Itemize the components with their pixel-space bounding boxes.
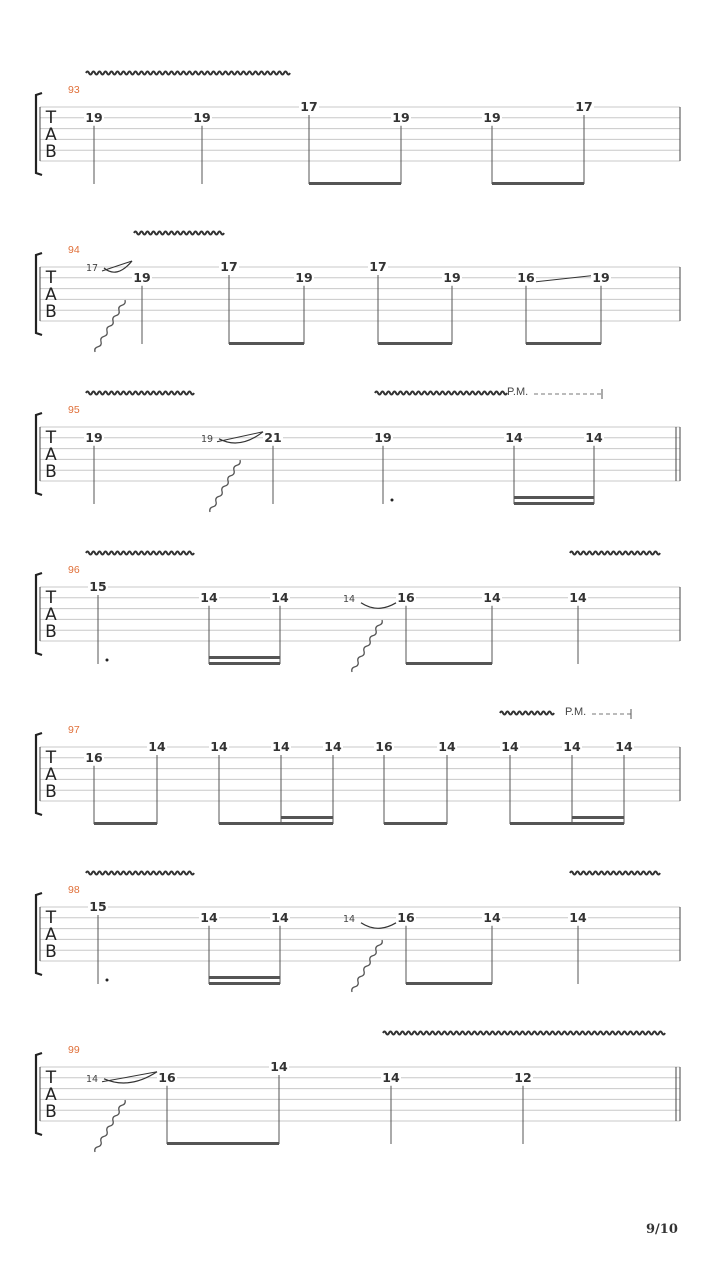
arpeggio-stroke xyxy=(351,619,384,672)
beam xyxy=(384,822,447,825)
beam xyxy=(209,656,280,659)
fret-number: 19 xyxy=(295,269,313,285)
system-bracket xyxy=(36,1053,42,1135)
tab-clef-letter: B xyxy=(45,782,57,802)
vibrato-wavy-line xyxy=(500,712,554,715)
fret-number: 19 xyxy=(193,109,211,125)
fret-number: 21 xyxy=(264,429,282,445)
beam xyxy=(229,342,304,345)
fret-number: 14 xyxy=(483,589,501,605)
fret-number: 14 xyxy=(438,739,456,754)
tab-clef-letter: A xyxy=(45,1085,57,1105)
grace-fret-number: 14 xyxy=(85,1073,99,1085)
palm-mute-label: P.M. xyxy=(507,386,529,398)
fret-number: 19 xyxy=(483,109,501,125)
tab-clef-letter: B xyxy=(45,462,57,482)
fret-number: 14 xyxy=(200,589,218,605)
fret-number: 14 xyxy=(615,739,633,754)
tab-clef-letter: T xyxy=(45,748,57,768)
tab-clef-letter: B xyxy=(45,1102,57,1122)
beam xyxy=(406,662,492,665)
beam xyxy=(209,976,280,979)
fret-number: 16 xyxy=(158,1069,176,1085)
tab-clef-letter: T xyxy=(45,108,57,128)
fret-number: 14 xyxy=(271,589,289,605)
beam xyxy=(514,502,594,505)
fret-number: 14 xyxy=(148,739,166,754)
vibrato-wavy-line xyxy=(86,552,194,555)
tab-clef-letter: A xyxy=(45,765,57,785)
measure-number: 94 xyxy=(68,244,80,256)
tab-clef-letter: A xyxy=(45,925,57,945)
fret-number: 16 xyxy=(397,589,415,605)
vibrato-wavy-line xyxy=(86,392,194,395)
vibrato-wavy-line xyxy=(86,872,194,875)
system-bracket xyxy=(36,413,42,495)
fret-number: 19 xyxy=(374,429,392,445)
vibrato-wavy-line xyxy=(570,552,660,555)
fret-number: 16 xyxy=(85,749,103,765)
beam xyxy=(209,662,280,665)
staccato-dot xyxy=(391,499,394,502)
fret-number: 14 xyxy=(505,429,523,445)
fret-number: 12 xyxy=(514,1069,532,1085)
vibrato-wavy-line xyxy=(570,872,660,875)
grace-fret-number: 19 xyxy=(200,433,214,445)
grace-fret-number: 17 xyxy=(85,263,99,274)
fret-number: 14 xyxy=(210,739,228,754)
tab-clef-letter: A xyxy=(45,285,57,305)
beam xyxy=(572,816,624,819)
fret-number: 14 xyxy=(200,909,218,925)
system-bracket xyxy=(36,253,42,335)
grace-fret-number: 14 xyxy=(342,593,356,605)
fret-number: 14 xyxy=(501,739,519,754)
fret-number: 19 xyxy=(592,269,610,285)
fret-number: 14 xyxy=(272,739,290,754)
fret-number: 14 xyxy=(569,589,587,605)
tab-clef-letter: T xyxy=(45,588,57,608)
measure-number: 97 xyxy=(68,724,80,736)
tab-clef-letter: T xyxy=(45,1068,57,1088)
system-bracket xyxy=(36,893,42,975)
tab-clef-letter: B xyxy=(45,142,57,162)
vibrato-wavy-line xyxy=(86,72,290,75)
staccato-dot xyxy=(106,979,109,982)
fret-number: 14 xyxy=(324,739,342,754)
staccato-dot xyxy=(106,659,109,662)
fret-number: 19 xyxy=(85,109,103,125)
grace-fret-number: 14 xyxy=(342,913,356,925)
arpeggio-stroke xyxy=(94,299,127,352)
beam xyxy=(167,1142,279,1145)
beam xyxy=(209,982,280,985)
vibrato-wavy-line xyxy=(134,232,224,235)
measure-number: 99 xyxy=(68,1044,80,1056)
beam xyxy=(492,182,584,185)
fret-number: 19 xyxy=(85,429,103,445)
measure-number: 93 xyxy=(68,84,80,96)
vibrato-wavy-line xyxy=(383,1032,665,1035)
arpeggio-stroke xyxy=(351,939,384,992)
measure-number: 98 xyxy=(68,884,80,896)
fret-number: 17 xyxy=(220,259,238,274)
vibrato-wavy-line xyxy=(375,392,507,395)
fret-number: 19 xyxy=(133,269,151,285)
palm-mute-label: P.M. xyxy=(565,706,587,718)
tab-clef-letter: T xyxy=(45,428,57,448)
fret-number: 17 xyxy=(575,99,593,114)
fret-number: 15 xyxy=(89,579,107,594)
tab-clef-letter: T xyxy=(45,268,57,288)
beam xyxy=(514,496,594,499)
fret-number: 16 xyxy=(397,909,415,925)
fret-number: 16 xyxy=(517,269,535,285)
tab-clef-letter: A xyxy=(45,605,57,625)
beam xyxy=(378,342,452,345)
fret-number: 19 xyxy=(392,109,410,125)
fret-number: 15 xyxy=(89,899,107,914)
beam xyxy=(309,182,401,185)
fret-number: 14 xyxy=(270,1059,288,1074)
arpeggio-stroke xyxy=(209,459,242,512)
beam xyxy=(572,822,624,825)
fret-number: 14 xyxy=(271,909,289,925)
tab-clef-letter: B xyxy=(45,622,57,642)
tab-clef-letter: T xyxy=(45,908,57,928)
tie-arc xyxy=(361,603,396,609)
fret-number: 14 xyxy=(563,739,581,754)
measure-number: 96 xyxy=(68,564,80,576)
fret-number: 16 xyxy=(375,739,393,754)
fret-number: 14 xyxy=(569,909,587,925)
tab-clef-letter: B xyxy=(45,302,57,322)
tie-arc xyxy=(361,923,396,929)
tab-clef-letter: A xyxy=(45,445,57,465)
fret-number: 14 xyxy=(382,1069,400,1085)
system-bracket xyxy=(36,93,42,175)
slide-line xyxy=(536,276,591,282)
tab-clef-letter: B xyxy=(45,942,57,962)
system-bracket xyxy=(36,733,42,815)
beam xyxy=(281,816,333,819)
fret-number: 14 xyxy=(585,429,603,445)
fret-number: 17 xyxy=(300,99,318,114)
page-number: 9/10 xyxy=(646,1222,678,1237)
measure-number: 95 xyxy=(68,404,80,416)
tab-clef-letter: A xyxy=(45,125,57,145)
arpeggio-stroke xyxy=(94,1099,127,1152)
fret-number: 17 xyxy=(369,259,387,274)
beam xyxy=(406,982,492,985)
fret-number: 19 xyxy=(443,269,461,285)
fret-number: 14 xyxy=(483,909,501,925)
beam xyxy=(94,822,157,825)
system-bracket xyxy=(36,573,42,655)
beam xyxy=(526,342,601,345)
beam xyxy=(281,822,333,825)
